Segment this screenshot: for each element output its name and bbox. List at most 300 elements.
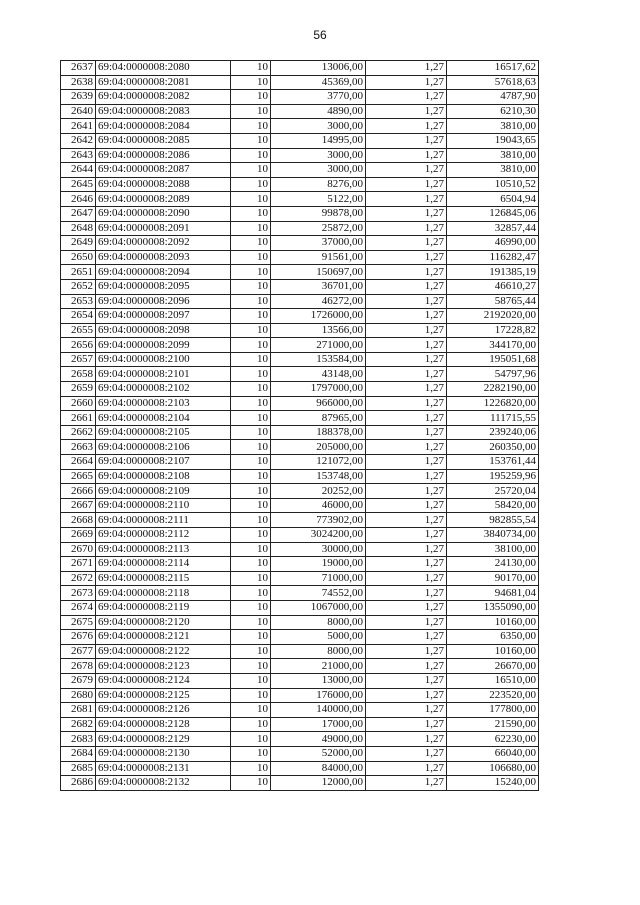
table-row: [61, 265, 539, 280]
cadastral-value-cell: 12000,00: [271, 776, 366, 791]
cadastral-number-cell: 69:04:0000008:2108: [96, 469, 231, 484]
category-cell: 10: [231, 513, 271, 528]
result-value-cell: 2192020,00: [447, 309, 539, 324]
table-row: [61, 469, 539, 484]
result-value-cell: 126845,06: [447, 206, 539, 221]
table-row: [61, 717, 539, 732]
table-row: [61, 104, 539, 119]
result-value-cell: 58765,44: [447, 294, 539, 309]
cadastral-value-cell: 966000,00: [271, 396, 366, 411]
cadastral-number-cell: 69:04:0000008:2114: [96, 557, 231, 572]
cadastral-value-cell: 21000,00: [271, 659, 366, 674]
category-cell: 10: [231, 498, 271, 513]
result-value-cell: 177800,00: [447, 703, 539, 718]
cadastral-number-cell: 69:04:0000008:2084: [96, 119, 231, 134]
coefficient-cell: 1,27: [366, 192, 447, 207]
table-row: [61, 250, 539, 265]
result-value-cell: 6504,94: [447, 192, 539, 207]
row-number: 2637: [61, 61, 96, 76]
category-cell: 10: [231, 586, 271, 601]
cadastral-value-cell: 84000,00: [271, 761, 366, 776]
coefficient-cell: 1,27: [366, 688, 447, 703]
coefficient-cell: 1,27: [366, 761, 447, 776]
table-row: [61, 615, 539, 630]
row-number: 2685: [61, 761, 96, 776]
category-cell: 10: [231, 688, 271, 703]
coefficient-cell: 1,27: [366, 615, 447, 630]
cadastral-number-cell: 69:04:0000008:2095: [96, 279, 231, 294]
category-cell: 10: [231, 206, 271, 221]
table-row: [61, 688, 539, 703]
coefficient-cell: 1,27: [366, 206, 447, 221]
row-number: 2652: [61, 279, 96, 294]
coefficient-cell: 1,27: [366, 673, 447, 688]
row-number: 2658: [61, 367, 96, 382]
cadastral-number-cell: 69:04:0000008:2112: [96, 528, 231, 543]
result-value-cell: 111715,55: [447, 411, 539, 426]
category-cell: 10: [231, 644, 271, 659]
row-number: 2638: [61, 75, 96, 90]
row-number: 2644: [61, 163, 96, 178]
coefficient-cell: 1,27: [366, 90, 447, 105]
row-number: 2643: [61, 148, 96, 163]
table-row: [61, 119, 539, 134]
row-number: 2668: [61, 513, 96, 528]
result-value-cell: 3810,00: [447, 163, 539, 178]
cadastral-number-cell: 69:04:0000008:2085: [96, 133, 231, 148]
coefficient-cell: 1,27: [366, 265, 447, 280]
table-row: [61, 236, 539, 251]
result-value-cell: 344170,00: [447, 338, 539, 353]
table-row: [61, 221, 539, 236]
coefficient-cell: 1,27: [366, 732, 447, 747]
result-value-cell: 195259,96: [447, 469, 539, 484]
row-number: 2645: [61, 177, 96, 192]
category-cell: 10: [231, 746, 271, 761]
cadastral-number-cell: 69:04:0000008:2130: [96, 746, 231, 761]
result-value-cell: 46990,00: [447, 236, 539, 251]
table-row: [61, 90, 539, 105]
category-cell: 10: [231, 75, 271, 90]
coefficient-cell: 1,27: [366, 352, 447, 367]
result-value-cell: 17228,82: [447, 323, 539, 338]
coefficient-cell: 1,27: [366, 294, 447, 309]
category-cell: 10: [231, 673, 271, 688]
row-number: 2641: [61, 119, 96, 134]
result-value-cell: 66040,00: [447, 746, 539, 761]
table-row: [61, 192, 539, 207]
coefficient-cell: 1,27: [366, 221, 447, 236]
category-cell: 10: [231, 425, 271, 440]
coefficient-cell: 1,27: [366, 163, 447, 178]
table-row: [61, 542, 539, 557]
category-cell: 10: [231, 776, 271, 791]
row-number: 2660: [61, 396, 96, 411]
category-cell: 10: [231, 294, 271, 309]
cadastral-number-cell: 69:04:0000008:2088: [96, 177, 231, 192]
result-value-cell: 54797,96: [447, 367, 539, 382]
table-row: [61, 484, 539, 499]
cadastral-number-cell: 69:04:0000008:2086: [96, 148, 231, 163]
coefficient-cell: 1,27: [366, 148, 447, 163]
row-number: 2655: [61, 323, 96, 338]
table-row: [61, 746, 539, 761]
cadastral-number-cell: 69:04:0000008:2126: [96, 703, 231, 718]
cadastral-number-cell: 69:04:0000008:2131: [96, 761, 231, 776]
cadastral-number-cell: 69:04:0000008:2125: [96, 688, 231, 703]
cadastral-value-cell: 13566,00: [271, 323, 366, 338]
coefficient-cell: 1,27: [366, 571, 447, 586]
result-value-cell: 25720,04: [447, 484, 539, 499]
category-cell: 10: [231, 659, 271, 674]
cadastral-number-cell: 69:04:0000008:2087: [96, 163, 231, 178]
result-value-cell: 1226820,00: [447, 396, 539, 411]
row-number: 2684: [61, 746, 96, 761]
cadastral-value-cell: 36701,00: [271, 279, 366, 294]
cadastral-value-cell: 3000,00: [271, 119, 366, 134]
result-value-cell: 982855,54: [447, 513, 539, 528]
result-value-cell: 223520,00: [447, 688, 539, 703]
cadastral-number-cell: 69:04:0000008:2101: [96, 367, 231, 382]
registry-table-body: [61, 61, 539, 791]
cadastral-number-cell: 69:04:0000008:2121: [96, 630, 231, 645]
cadastral-value-cell: 45369,00: [271, 75, 366, 90]
cadastral-value-cell: 8000,00: [271, 615, 366, 630]
row-number: 2642: [61, 133, 96, 148]
row-number: 2676: [61, 630, 96, 645]
coefficient-cell: 1,27: [366, 104, 447, 119]
row-number: 2671: [61, 557, 96, 572]
result-value-cell: 3810,00: [447, 148, 539, 163]
table-row: [61, 75, 539, 90]
table-row: [61, 498, 539, 513]
category-cell: 10: [231, 382, 271, 397]
cadastral-value-cell: 8000,00: [271, 644, 366, 659]
category-cell: 10: [231, 338, 271, 353]
cadastral-number-cell: 69:04:0000008:2122: [96, 644, 231, 659]
table-row: [61, 571, 539, 586]
cadastral-value-cell: 176000,00: [271, 688, 366, 703]
coefficient-cell: 1,27: [366, 717, 447, 732]
category-cell: 10: [231, 469, 271, 484]
table-row: [61, 411, 539, 426]
category-cell: 10: [231, 236, 271, 251]
cadastral-value-cell: 1067000,00: [271, 600, 366, 615]
cadastral-number-cell: 69:04:0000008:2082: [96, 90, 231, 105]
cadastral-value-cell: 71000,00: [271, 571, 366, 586]
category-cell: 10: [231, 571, 271, 586]
category-cell: 10: [231, 703, 271, 718]
table-row: [61, 367, 539, 382]
category-cell: 10: [231, 411, 271, 426]
result-value-cell: 38100,00: [447, 542, 539, 557]
coefficient-cell: 1,27: [366, 484, 447, 499]
coefficient-cell: 1,27: [366, 425, 447, 440]
coefficient-cell: 1,27: [366, 513, 447, 528]
row-number: 2649: [61, 236, 96, 251]
result-value-cell: 116282,47: [447, 250, 539, 265]
result-value-cell: 46610,27: [447, 279, 539, 294]
row-number: 2661: [61, 411, 96, 426]
coefficient-cell: 1,27: [366, 557, 447, 572]
row-number: 2677: [61, 644, 96, 659]
result-value-cell: 21590,00: [447, 717, 539, 732]
table-row: [61, 279, 539, 294]
cadastral-number-cell: 69:04:0000008:2098: [96, 323, 231, 338]
cadastral-value-cell: 3024200,00: [271, 528, 366, 543]
coefficient-cell: 1,27: [366, 396, 447, 411]
category-cell: 10: [231, 615, 271, 630]
result-value-cell: 2282190,00: [447, 382, 539, 397]
result-value-cell: 94681,04: [447, 586, 539, 601]
cadastral-number-cell: 69:04:0000008:2107: [96, 455, 231, 470]
result-value-cell: 26670,00: [447, 659, 539, 674]
coefficient-cell: 1,27: [366, 776, 447, 791]
table-row: [61, 440, 539, 455]
table-row: [61, 352, 539, 367]
table-row: [61, 177, 539, 192]
table-row: [61, 703, 539, 718]
result-value-cell: 153761,44: [447, 455, 539, 470]
row-number: 2683: [61, 732, 96, 747]
cadastral-value-cell: 14995,00: [271, 133, 366, 148]
result-value-cell: 16510,00: [447, 673, 539, 688]
row-number: 2656: [61, 338, 96, 353]
category-cell: 10: [231, 600, 271, 615]
coefficient-cell: 1,27: [366, 600, 447, 615]
cadastral-number-cell: 69:04:0000008:2096: [96, 294, 231, 309]
row-number: 2663: [61, 440, 96, 455]
cadastral-value-cell: 3000,00: [271, 148, 366, 163]
cadastral-value-cell: 140000,00: [271, 703, 366, 718]
coefficient-cell: 1,27: [366, 411, 447, 426]
cadastral-value-cell: 46000,00: [271, 498, 366, 513]
coefficient-cell: 1,27: [366, 440, 447, 455]
cadastral-number-cell: 69:04:0000008:2110: [96, 498, 231, 513]
category-cell: 10: [231, 367, 271, 382]
coefficient-cell: 1,27: [366, 250, 447, 265]
table-row: [61, 557, 539, 572]
cadastral-number-cell: 69:04:0000008:2097: [96, 309, 231, 324]
cadastral-number-cell: 69:04:0000008:2105: [96, 425, 231, 440]
table-row: [61, 206, 539, 221]
coefficient-cell: 1,27: [366, 542, 447, 557]
table-row: [61, 61, 539, 76]
cadastral-value-cell: 8276,00: [271, 177, 366, 192]
cadastral-number-cell: 69:04:0000008:2106: [96, 440, 231, 455]
coefficient-cell: 1,27: [366, 61, 447, 76]
category-cell: 10: [231, 163, 271, 178]
coefficient-cell: 1,27: [366, 644, 447, 659]
cadastral-number-cell: 69:04:0000008:2113: [96, 542, 231, 557]
cadastral-value-cell: 13000,00: [271, 673, 366, 688]
table-row: [61, 600, 539, 615]
result-value-cell: 90170,00: [447, 571, 539, 586]
cadastral-value-cell: 121072,00: [271, 455, 366, 470]
category-cell: 10: [231, 528, 271, 543]
category-cell: 10: [231, 542, 271, 557]
result-value-cell: 6210,30: [447, 104, 539, 119]
coefficient-cell: 1,27: [366, 177, 447, 192]
cadastral-number-cell: 69:04:0000008:2132: [96, 776, 231, 791]
table-row: [61, 294, 539, 309]
cadastral-number-cell: 69:04:0000008:2091: [96, 221, 231, 236]
category-cell: 10: [231, 352, 271, 367]
category-cell: 10: [231, 192, 271, 207]
category-cell: 10: [231, 119, 271, 134]
cadastral-number-cell: 69:04:0000008:2123: [96, 659, 231, 674]
coefficient-cell: 1,27: [366, 236, 447, 251]
result-value-cell: 10160,00: [447, 615, 539, 630]
category-cell: 10: [231, 396, 271, 411]
cadastral-number-cell: 69:04:0000008:2115: [96, 571, 231, 586]
table-row: [61, 133, 539, 148]
table-row: [61, 528, 539, 543]
row-number: 2682: [61, 717, 96, 732]
row-number: 2669: [61, 528, 96, 543]
coefficient-cell: 1,27: [366, 586, 447, 601]
table-row: [61, 673, 539, 688]
row-number: 2654: [61, 309, 96, 324]
result-value-cell: 191385,19: [447, 265, 539, 280]
cadastral-value-cell: 74552,00: [271, 586, 366, 601]
cadastral-number-cell: 69:04:0000008:2100: [96, 352, 231, 367]
cadastral-value-cell: 25872,00: [271, 221, 366, 236]
cadastral-value-cell: 205000,00: [271, 440, 366, 455]
cadastral-value-cell: 4890,00: [271, 104, 366, 119]
table-row: [61, 761, 539, 776]
cadastral-number-cell: 69:04:0000008:2080: [96, 61, 231, 76]
cadastral-value-cell: 5122,00: [271, 192, 366, 207]
category-cell: 10: [231, 177, 271, 192]
cadastral-value-cell: 1797000,00: [271, 382, 366, 397]
row-number: 2686: [61, 776, 96, 791]
row-number: 2665: [61, 469, 96, 484]
coefficient-cell: 1,27: [366, 528, 447, 543]
cadastral-value-cell: 52000,00: [271, 746, 366, 761]
category-cell: 10: [231, 732, 271, 747]
cadastral-number-cell: 69:04:0000008:2089: [96, 192, 231, 207]
cadastral-value-cell: 17000,00: [271, 717, 366, 732]
category-cell: 10: [231, 61, 271, 76]
cadastral-number-cell: 69:04:0000008:2129: [96, 732, 231, 747]
cadastral-number-cell: 69:04:0000008:2081: [96, 75, 231, 90]
row-number: 2681: [61, 703, 96, 718]
result-value-cell: 57618,63: [447, 75, 539, 90]
row-number: 2674: [61, 600, 96, 615]
cadastral-value-cell: 99878,00: [271, 206, 366, 221]
result-value-cell: 3840734,00: [447, 528, 539, 543]
cadastral-number-cell: 69:04:0000008:2118: [96, 586, 231, 601]
cadastral-value-cell: 271000,00: [271, 338, 366, 353]
cadastral-value-cell: 188378,00: [271, 425, 366, 440]
row-number: 2678: [61, 659, 96, 674]
row-number: 2667: [61, 498, 96, 513]
coefficient-cell: 1,27: [366, 119, 447, 134]
result-value-cell: 62230,00: [447, 732, 539, 747]
category-cell: 10: [231, 455, 271, 470]
cadastral-number-cell: 69:04:0000008:2103: [96, 396, 231, 411]
coefficient-cell: 1,27: [366, 323, 447, 338]
table-row: [61, 163, 539, 178]
result-value-cell: 6350,00: [447, 630, 539, 645]
row-number: 2670: [61, 542, 96, 557]
cadastral-value-cell: 153584,00: [271, 352, 366, 367]
row-number: 2650: [61, 250, 96, 265]
cadastral-value-cell: 3770,00: [271, 90, 366, 105]
table-row: [61, 732, 539, 747]
cadastral-number-cell: 69:04:0000008:2093: [96, 250, 231, 265]
category-cell: 10: [231, 265, 271, 280]
category-cell: 10: [231, 761, 271, 776]
cadastral-value-cell: 150697,00: [271, 265, 366, 280]
cadastral-value-cell: 773902,00: [271, 513, 366, 528]
result-value-cell: 239240,06: [447, 425, 539, 440]
page-number: 56: [313, 28, 327, 42]
cadastral-number-cell: 69:04:0000008:2083: [96, 104, 231, 119]
row-number: 2673: [61, 586, 96, 601]
cadastral-number-cell: 69:04:0000008:2099: [96, 338, 231, 353]
cadastral-number-cell: 69:04:0000008:2111: [96, 513, 231, 528]
category-cell: 10: [231, 309, 271, 324]
coefficient-cell: 1,27: [366, 703, 447, 718]
table-row: [61, 659, 539, 674]
row-number: 2639: [61, 90, 96, 105]
result-value-cell: 4787,90: [447, 90, 539, 105]
row-number: 2680: [61, 688, 96, 703]
registry-table: [60, 60, 539, 791]
row-number: 2659: [61, 382, 96, 397]
table-row: [61, 382, 539, 397]
cadastral-value-cell: 19000,00: [271, 557, 366, 572]
coefficient-cell: 1,27: [366, 659, 447, 674]
coefficient-cell: 1,27: [366, 309, 447, 324]
coefficient-cell: 1,27: [366, 338, 447, 353]
table-row: [61, 455, 539, 470]
cadastral-value-cell: 91561,00: [271, 250, 366, 265]
row-number: 2662: [61, 425, 96, 440]
result-value-cell: 32857,44: [447, 221, 539, 236]
table-row: [61, 630, 539, 645]
result-value-cell: 106680,00: [447, 761, 539, 776]
category-cell: 10: [231, 630, 271, 645]
category-cell: 10: [231, 323, 271, 338]
category-cell: 10: [231, 133, 271, 148]
row-number: 2679: [61, 673, 96, 688]
row-number: 2648: [61, 221, 96, 236]
row-number: 2672: [61, 571, 96, 586]
result-value-cell: 10160,00: [447, 644, 539, 659]
result-value-cell: 195051,68: [447, 352, 539, 367]
table-row: [61, 586, 539, 601]
cadastral-number-cell: 69:04:0000008:2119: [96, 600, 231, 615]
row-number: 2664: [61, 455, 96, 470]
cadastral-value-cell: 153748,00: [271, 469, 366, 484]
row-number: 2647: [61, 206, 96, 221]
row-number: 2640: [61, 104, 96, 119]
category-cell: 10: [231, 557, 271, 572]
cadastral-number-cell: 69:04:0000008:2104: [96, 411, 231, 426]
cadastral-value-cell: 43148,00: [271, 367, 366, 382]
coefficient-cell: 1,27: [366, 279, 447, 294]
result-value-cell: 260350,00: [447, 440, 539, 455]
cadastral-value-cell: 49000,00: [271, 732, 366, 747]
table-row: [61, 309, 539, 324]
row-number: 2657: [61, 352, 96, 367]
row-number: 2646: [61, 192, 96, 207]
cadastral-value-cell: 20252,00: [271, 484, 366, 499]
result-value-cell: 58420,00: [447, 498, 539, 513]
